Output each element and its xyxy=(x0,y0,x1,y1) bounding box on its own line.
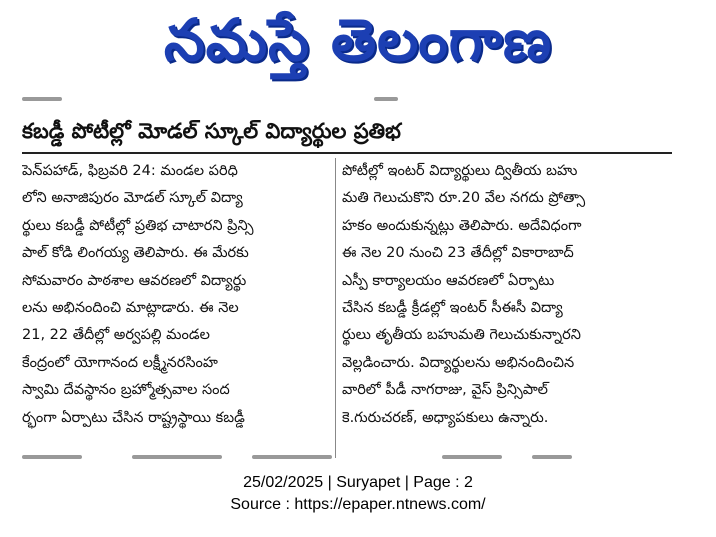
article-line: ర్థులు కబడ్డీ పోటీల్లో ప్రతిభ చాటారని ప్రిన్సి xyxy=(22,217,254,234)
clipping-top-fragment xyxy=(22,96,622,102)
article-line: ఈ నెల 20 నుంచి 23 తేదీల్లో వికారాబాద్ xyxy=(342,245,574,262)
article-line: లను అభినందించి మాట్లాడారు. ఈ నెల xyxy=(22,300,239,317)
article-line: మతి గెలుచుకొని రూ.20 వేల నగదు ప్రోత్సా xyxy=(342,190,586,207)
article-line: హకం అందుకున్నట్లు తెలిపారు. అదేవిధంగా xyxy=(342,217,582,234)
article-line: స్వామి దేవస్థానం బ్రహ్మోత్సవాల సంద xyxy=(22,382,230,399)
masthead-logo: నమస్తే తెలంగాణ xyxy=(164,6,552,74)
article-line: పోటీల్లో ఇంటర్ విద్యార్థులు ద్వితీయ బహు xyxy=(342,163,578,179)
article-line: ర్థులు తృతీయ బహుమతి గెలుచుకున్నారని xyxy=(342,327,581,344)
article-column-right xyxy=(342,158,672,432)
article-line: చేసిన కబడ్డీ క్రీడల్లో ఇంటర్ సీఈసీ విద్యా xyxy=(342,300,563,317)
article-line: 21, 22 తేదీల్లో అర్వపల్లి మండల xyxy=(22,327,210,344)
news-clipping xyxy=(0,96,716,456)
column-divider xyxy=(335,158,336,458)
article-line: కె.గురుచరణ్, అధ్యాపకులు ఉన్నారు. xyxy=(342,409,549,426)
article-column-left xyxy=(22,158,330,432)
source-link[interactable]: Source : https://epaper.ntnews.com/ xyxy=(230,496,486,513)
article-line: వెల్లడించారు. విద్యార్థులను అభినందించిన xyxy=(342,354,575,371)
article-line: ఎస్పీ కార్యాలయం ఆవరణలో ఏర్పాటు xyxy=(342,272,555,289)
article-line: కేంద్రంలో యోగానంద లక్ష్మీనరసింహ xyxy=(22,354,218,371)
article-line: పెన్‌పహాడ్, ఫిబ్రవరి 24: మండల పరిధి xyxy=(22,163,238,179)
article-headline: కబడ్డీ పోటీల్లో మోడల్ స్కూల్ విద్యార్థుల ప్రతిభ xyxy=(22,119,401,143)
article-line: లోని అనాజిపురం మోడల్ స్కూల్ విద్యా xyxy=(22,190,243,207)
article-line: పాల్ కోడి లింగయ్య తెలిపారు. ఈ మేరకు xyxy=(22,245,249,262)
edition-info: 25/02/2025 | Suryapet | Page : 2 xyxy=(243,474,473,491)
article-line: వారిలో పీడీ నాగరాజు, వైస్ ప్రిన్సిపాల్ xyxy=(342,382,548,399)
headline-rule xyxy=(22,152,672,154)
article-line: ర్భంగా ఏర్పాటు చేసిన రాష్ట్రస్థాయి కబడ్డీ xyxy=(22,409,245,426)
clipping-footer xyxy=(0,472,716,516)
masthead xyxy=(0,0,716,86)
article-line: సోమవారం పాఠశాల ఆవరణలో విద్యార్థు xyxy=(22,272,247,289)
clipping-bottom-fragment xyxy=(22,454,672,458)
